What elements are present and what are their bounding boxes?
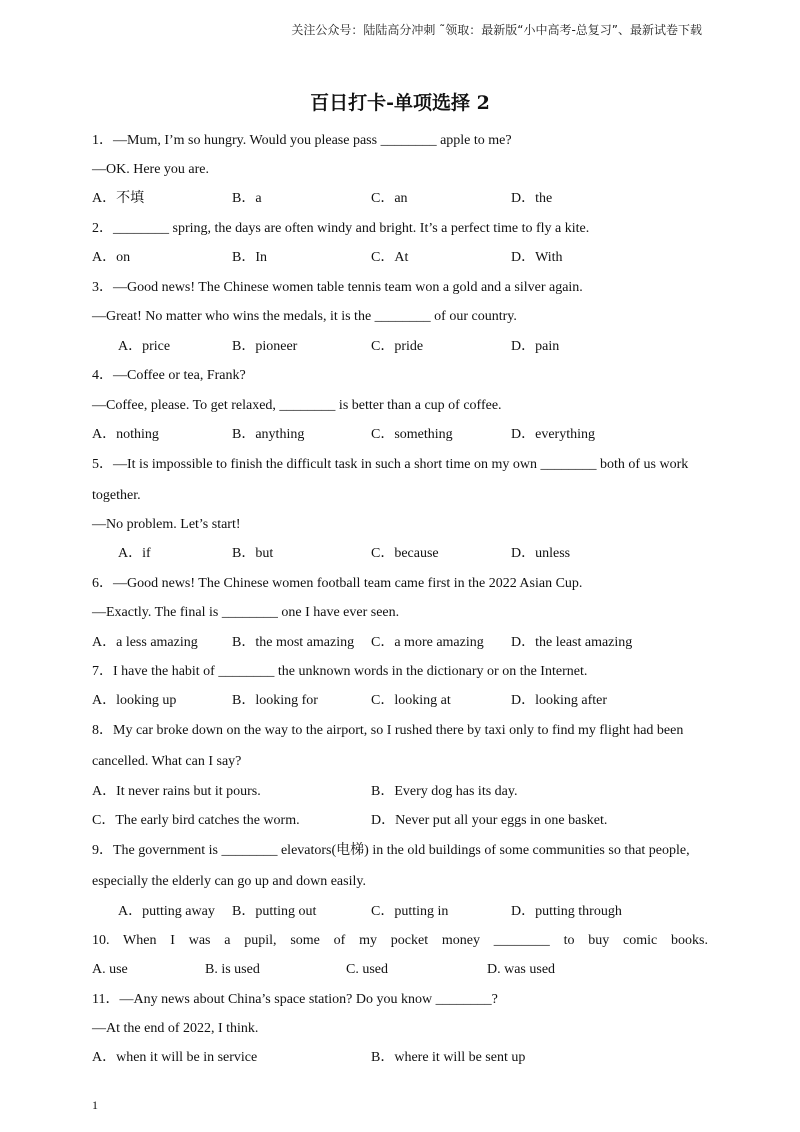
q3-option-d: D．pain xyxy=(511,339,560,354)
q5-option-c: C．because xyxy=(371,546,439,561)
question-2-options xyxy=(92,248,708,268)
q6-option-d: D．the least amazing xyxy=(511,635,633,650)
q4-option-a: A．nothing xyxy=(92,427,159,442)
q5-option-b: B．but xyxy=(232,546,274,561)
question-4-options xyxy=(92,425,708,445)
q4-option-b: B．anything xyxy=(232,427,305,442)
q8-option-a: A．It never rains but it pours. xyxy=(92,784,261,799)
q7-option-b: B．looking for xyxy=(232,693,318,708)
question-3-reply: —Great! No matter who wins the medals, it is the ________ of our country. xyxy=(92,309,517,324)
q4-option-d: D．everything xyxy=(511,427,595,442)
q5-option-d: D．unless xyxy=(511,546,571,561)
question-9-options xyxy=(118,902,708,922)
q6-option-a: A．a less amazing xyxy=(92,635,198,650)
q8-option-d: D．Never put all your eggs in one basket. xyxy=(371,813,608,828)
q11-option-b: B．where it will be sent up xyxy=(371,1050,526,1065)
page-title: 百日打卡-单项选择 2 xyxy=(310,92,490,114)
question-10-options xyxy=(92,960,708,980)
q1-option-d: D．the xyxy=(511,191,553,206)
q9-option-c: C．putting in xyxy=(371,904,449,919)
question-5-options xyxy=(118,544,708,564)
question-5-stem-continued: together. xyxy=(92,488,141,503)
q3-option-b: B．pioneer xyxy=(232,339,298,354)
q3-option-a: A．price xyxy=(118,339,171,354)
question-11-options xyxy=(92,1048,708,1068)
q2-option-d: D．With xyxy=(511,250,563,265)
question-8-options-row-1 xyxy=(92,782,708,802)
q10-option-c: C. used xyxy=(346,962,388,977)
question-11-stem: 11．—Any news about China’s space station? Do you know ________? xyxy=(92,992,498,1007)
q2-option-c: C．At xyxy=(371,250,409,265)
q7-option-d: D．looking after xyxy=(511,693,608,708)
q4-option-c: C．something xyxy=(371,427,453,442)
q3-option-c: C．pride xyxy=(371,339,424,354)
q7-option-a: A．looking up xyxy=(92,693,177,708)
q10-option-d: D. was used xyxy=(487,962,556,977)
q9-option-b: B．putting out xyxy=(232,904,317,919)
q8-option-b: B．Every dog has its day. xyxy=(371,784,518,799)
q1-option-b: B．a xyxy=(232,191,262,206)
question-11-reply: —At the end of 2022, I think. xyxy=(92,1021,259,1036)
question-1-reply: —OK. Here you are. xyxy=(92,162,210,177)
question-3-stem: 3．—Good news! The Chinese women table tennis team won a gold and a silver again. xyxy=(92,280,583,295)
question-6-reply: —Exactly. The final is ________ one I have ever seen. xyxy=(92,605,400,620)
question-2-stem: 2．________ spring, the days are often windy and bright. It’s a perfect time to fly a kite. xyxy=(92,221,590,236)
q10-option-a: A. use xyxy=(92,962,128,977)
q6-option-b: B．the most amazing xyxy=(232,635,355,650)
q9-option-a: A．putting away xyxy=(118,904,215,919)
question-4-reply: —Coffee, please. To get relaxed, ________ is better than a cup of coffee. xyxy=(92,398,502,413)
page-header: 关注公众号：陆陆高分冲刺 ˜领取：最新版“小中高考-总复习”、最新试卷下载 xyxy=(291,23,702,37)
question-7-stem: 7．I have the habit of ________ the unknown words in the dictionary or on the Internet. xyxy=(92,664,588,679)
q10-option-b: B. is used xyxy=(205,962,260,977)
q1-option-a: A．不填 xyxy=(92,191,145,206)
question-9-stem: 9．The government is ________ elevators(电梯) in the old buildings of some communities so that people, xyxy=(92,843,690,858)
question-1-options xyxy=(92,189,708,209)
q1-option-c: C．an xyxy=(371,191,408,206)
question-8-options-row-2 xyxy=(92,811,708,831)
q2-option-b: B．In xyxy=(232,250,267,265)
q5-option-a: A．if xyxy=(118,546,151,561)
question-1-stem: 1．—Mum, I’m so hungry. Would you please pass ________ apple to me? xyxy=(92,133,512,148)
question-8-stem-continued: cancelled. What can I say? xyxy=(92,754,242,769)
q7-option-c: C．looking at xyxy=(371,693,451,708)
q2-option-a: A．on xyxy=(92,250,131,265)
question-5-stem: 5．—It is impossible to finish the difficult task in such a short time on my own ________ both of us work xyxy=(92,457,689,472)
question-8-stem: 8．My car broke down on the way to the airport, so I rushed there by taxi only to find my flight had been xyxy=(92,723,684,738)
question-6-options xyxy=(92,633,708,653)
page-number: 1 xyxy=(92,1098,98,1112)
question-5-reply: —No problem. Let’s start! xyxy=(92,517,241,532)
q8-option-c: C．The early bird catches the worm. xyxy=(92,813,300,828)
question-10-stem: 10. When I was a pupil, some of my pocket money ________ to buy comic books. xyxy=(92,933,708,948)
q9-option-d: D．putting through xyxy=(511,904,622,919)
question-9-stem-continued: especially the elderly can go up and down easily. xyxy=(92,874,366,889)
q11-option-a: A．when it will be in service xyxy=(92,1050,258,1065)
question-6-stem: 6．—Good news! The Chinese women football team came first in the 2022 Asian Cup. xyxy=(92,576,583,591)
question-4-stem: 4．—Coffee or tea, Frank? xyxy=(92,368,246,383)
q6-option-c: C．a more amazing xyxy=(371,635,484,650)
question-7-options xyxy=(92,691,708,711)
question-3-options xyxy=(118,337,708,357)
